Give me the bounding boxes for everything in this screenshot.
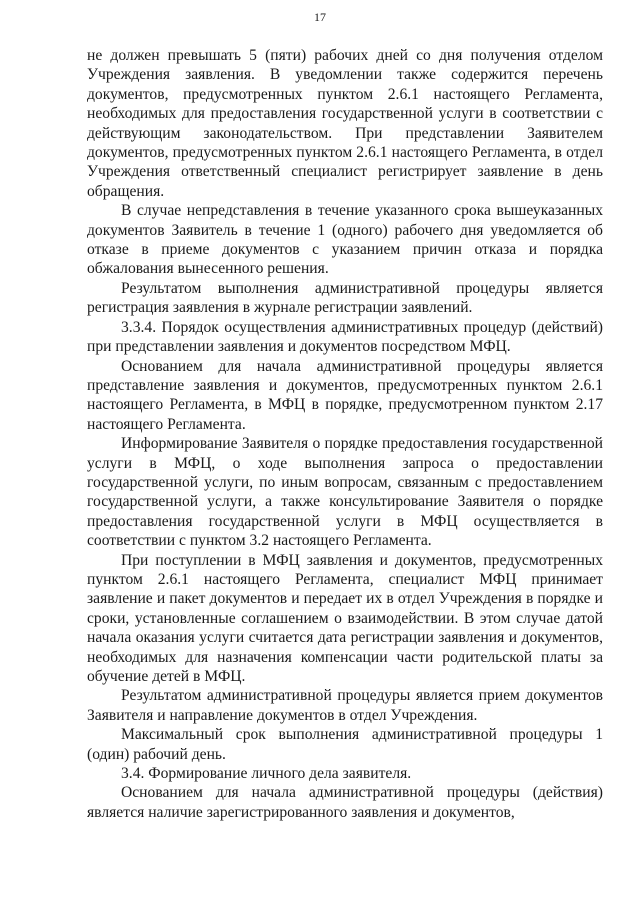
paragraph-personal-file-grounds: Основанием для начала административной процедуры (действия) является наличие зарегистрированного заявления и документов, (87, 784, 603, 821)
paragraph-notification-deadline: не должен превышать 5 (пяти) рабочих дней со дня получения отделом Учреждения заявления. В уведомлении также содержится перечень документов, предусмотренных пунктом 2.6.1 настоящего Регламента, необходимых для предоставления государственной услуги в соответствии с действующим законодательством. При представлении Заявителем документов, предусмотренных пунктом 2.6.1 настоящего Регламента, в отдел Учреждения ответственный специалист регистрирует заявление в день обращения. (87, 47, 603, 200)
document-body (87, 46, 603, 822)
paragraph-section-3-4-heading: 3.4. Формирование личного дела заявителя. (121, 765, 412, 783)
page-number: 17 (314, 10, 326, 24)
paragraph-mfc-receipt: При поступлении в МФЦ заявления и документов, предусмотренных пунктом 2.6.1 настоящего Регламента, специалист МФЦ принимает заявление и пакет документов и передает их в отдел Учреждения в порядке и сроки, установленные соглашением о взаимодействии. В этом случае датой начала оказания услуги считается дата регистрации заявления и документов, необходимых для назначения компенсации части родительской платы за обучение детей в МФЦ. (87, 551, 603, 685)
paragraph-section-3-3-4-heading: 3.3.4. Порядок осуществления административных процедур (действий) при представлении заявления и документов посредством МФЦ. (87, 318, 603, 356)
paragraph-registration-result: Результатом выполнения административной процедуры является регистрация заявления в журнале регистрации заявлений. (87, 279, 603, 317)
paragraph-mfc-informing: Информирование Заявителя о порядке предоставления государственной услуги в МФЦ, о ходе выполнения запроса о предоставлении государственной услуги, по иным вопросам, связанным с предоставлением государственной услуги, а также консультирование Заявителя о порядке предоставления государственной услуги в МФЦ осуществляется в соответствии с пунктом 3.2 настоящего Регламента. (87, 435, 603, 550)
paragraph-refusal-notice: В случае непредставления в течение указанного срока вышеуказанных документов Заявитель в течение 1 (одного) рабочего дня уведомляется об отказе в приеме документов с указанием причин отказа и порядка обжалования вынесенного решения. (87, 202, 603, 278)
paragraph-mfc-result: Результатом административной процедуры является прием документов Заявителя и направление документов в отдел Учреждения. (87, 687, 603, 724)
paragraph-max-duration: Максимальный срок выполнения административной процедуры 1 (один) рабочий день. (87, 726, 603, 763)
paragraph-mfc-grounds: Основанием для начала административной процедуры является представление заявления и документов, предусмотренных пунктом 2.6.1 настоящего Регламента, в МФЦ в порядке, предусмотренном пунктом 2.17 настоящего Регламента. (87, 357, 603, 433)
